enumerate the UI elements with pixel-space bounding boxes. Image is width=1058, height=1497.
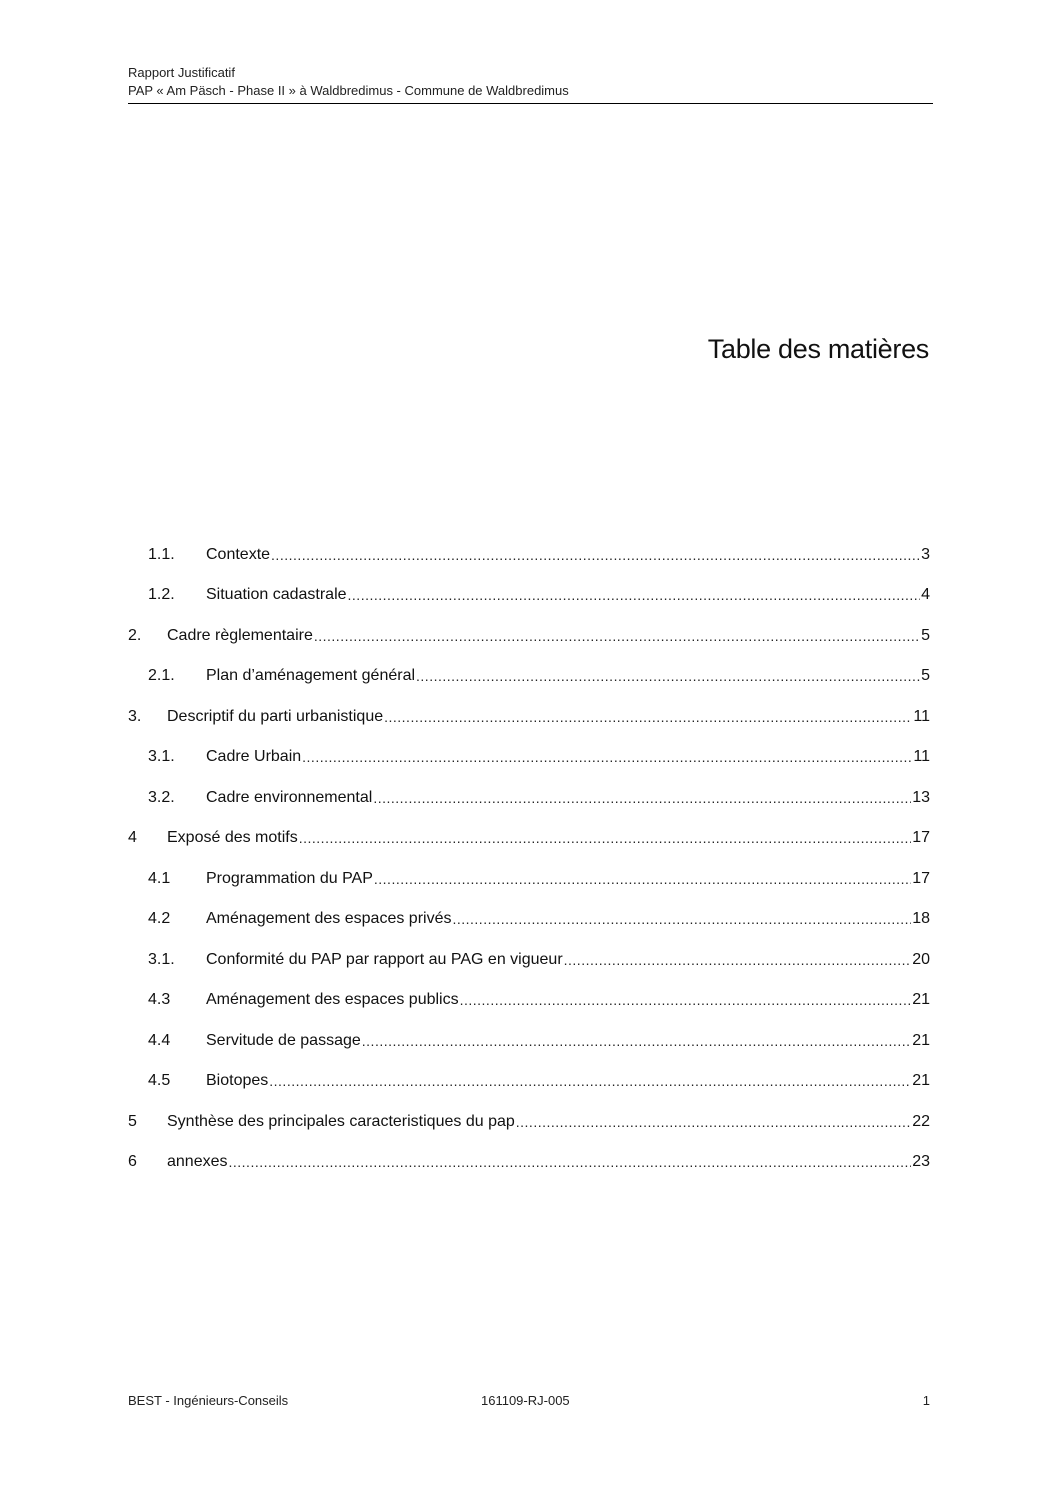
toc-entry-page: 17 xyxy=(912,870,930,887)
toc-entry-number: 3.1. xyxy=(148,748,175,765)
footer-page-number: 1 xyxy=(922,1393,930,1408)
toc-entry[interactable] xyxy=(128,745,930,767)
toc-entry-title: Cadre environnemental xyxy=(206,789,373,806)
toc-entry[interactable] xyxy=(128,786,930,808)
footer-reference: 161109-RJ-005 xyxy=(481,1393,570,1408)
toc-entry-title: Servitude de passage xyxy=(206,1032,361,1049)
toc-entry-page: 23 xyxy=(912,1153,930,1170)
toc-dot-leader xyxy=(564,950,912,970)
toc-dot-leader xyxy=(516,1112,911,1132)
header-divider xyxy=(128,103,933,104)
toc-entry-title: Aménagement des espaces publics xyxy=(206,991,459,1008)
toc-entry[interactable] xyxy=(128,543,930,565)
toc-entry-number: 6 xyxy=(128,1153,137,1170)
toc-entry-title: Conformité du PAP par rapport au PAG en vigueur xyxy=(206,951,563,968)
toc-dot-leader xyxy=(299,828,911,848)
toc-entry-page: 5 xyxy=(921,667,930,684)
footer-company: BEST - Ingénieurs-Conseils xyxy=(128,1393,289,1408)
toc-entry-number: 1.1. xyxy=(148,546,175,563)
toc-entry[interactable] xyxy=(128,907,930,929)
toc-entry-page: 21 xyxy=(912,991,930,1008)
toc-entry-number: 1.2. xyxy=(148,586,175,603)
toc-dot-leader xyxy=(314,626,920,646)
toc-entry-title: Descriptif du parti urbanistique xyxy=(167,708,384,725)
header-document-type: Rapport Justificatif xyxy=(128,65,235,80)
toc-dot-leader xyxy=(269,1071,911,1091)
toc-entry-number: 5 xyxy=(128,1113,137,1130)
toc-entry-page: 18 xyxy=(912,910,930,927)
toc-dot-leader xyxy=(362,1031,911,1051)
toc-dot-leader xyxy=(348,585,921,605)
toc-entry-title: Programmation du PAP xyxy=(206,870,373,887)
toc-entry[interactable] xyxy=(128,826,930,848)
toc-entry-page: 17 xyxy=(912,829,930,846)
toc-entry-page: 13 xyxy=(912,789,930,806)
toc-dot-leader xyxy=(452,909,911,929)
toc-entry-number: 3.2. xyxy=(148,789,175,806)
toc-entry[interactable] xyxy=(128,1069,930,1091)
toc-entry[interactable] xyxy=(128,948,930,970)
toc-entry-number: 2. xyxy=(128,627,142,644)
toc-entry[interactable] xyxy=(128,867,930,889)
toc-entry-title: Cadre règlementaire xyxy=(167,627,313,644)
toc-entry[interactable] xyxy=(128,583,930,605)
toc-entry[interactable] xyxy=(128,664,930,686)
toc-entry-title: annexes xyxy=(167,1153,228,1170)
toc-dot-leader xyxy=(384,707,912,727)
toc-entry-page: 3 xyxy=(921,546,930,563)
toc-entry-title: Cadre Urbain xyxy=(206,748,302,765)
toc-entry-title: Biotopes xyxy=(206,1072,269,1089)
toc-entry-page: 22 xyxy=(912,1113,930,1130)
toc-entry-page: 4 xyxy=(921,586,930,603)
page-header xyxy=(128,64,933,100)
toc-entry-number: 4.3 xyxy=(148,991,171,1008)
header-project-title: PAP « Am Päsch - Phase II » à Waldbredimus - Commune de Waldbredimus xyxy=(128,83,569,98)
toc-entry[interactable] xyxy=(128,1150,930,1172)
toc-entry-number: 2.1. xyxy=(148,667,175,684)
toc-entry[interactable] xyxy=(128,624,930,646)
toc-entry-page: 5 xyxy=(921,627,930,644)
toc-title: Table des matières xyxy=(707,334,929,364)
toc-entry[interactable] xyxy=(128,705,930,727)
toc-entry-number: 4.1 xyxy=(148,870,171,887)
toc-entry-title: Synthèse des principales caracteristiques du pap xyxy=(167,1113,515,1130)
toc-entry-number: 4 xyxy=(128,829,137,846)
toc-entry-number: 4.4 xyxy=(148,1032,171,1049)
toc-entry-title: Situation cadastrale xyxy=(206,586,347,603)
toc-dot-leader xyxy=(373,788,911,808)
page-footer xyxy=(128,1392,930,1410)
toc-entry-page: 21 xyxy=(912,1072,930,1089)
toc-entry-title: Plan d’aménagement général xyxy=(206,667,416,684)
toc-dot-leader xyxy=(460,990,912,1010)
toc-entry-number: 3. xyxy=(128,708,142,725)
toc-entry-title: Aménagement des espaces privés xyxy=(206,910,452,927)
toc-entry-number: 4.5 xyxy=(148,1072,171,1089)
toc-entry-page: 21 xyxy=(912,1032,930,1049)
toc-dot-leader xyxy=(271,545,920,565)
toc-entry-page: 11 xyxy=(913,708,930,725)
toc-dot-leader xyxy=(416,666,920,686)
toc-entry-number: 3.1. xyxy=(148,951,175,968)
toc-entry[interactable] xyxy=(128,988,930,1010)
toc-dot-leader xyxy=(302,747,912,767)
toc-entry-page: 20 xyxy=(912,951,930,968)
toc-entry[interactable] xyxy=(128,1029,930,1051)
toc-entry-page: 11 xyxy=(913,748,930,765)
toc-dot-leader xyxy=(374,869,911,889)
toc-entry-number: 4.2 xyxy=(148,910,171,927)
toc-entry-title: Exposé des motifs xyxy=(167,829,298,846)
toc-entry-title: Contexte xyxy=(206,546,271,563)
toc-dot-leader xyxy=(229,1152,912,1172)
toc-entry[interactable] xyxy=(128,1110,930,1132)
